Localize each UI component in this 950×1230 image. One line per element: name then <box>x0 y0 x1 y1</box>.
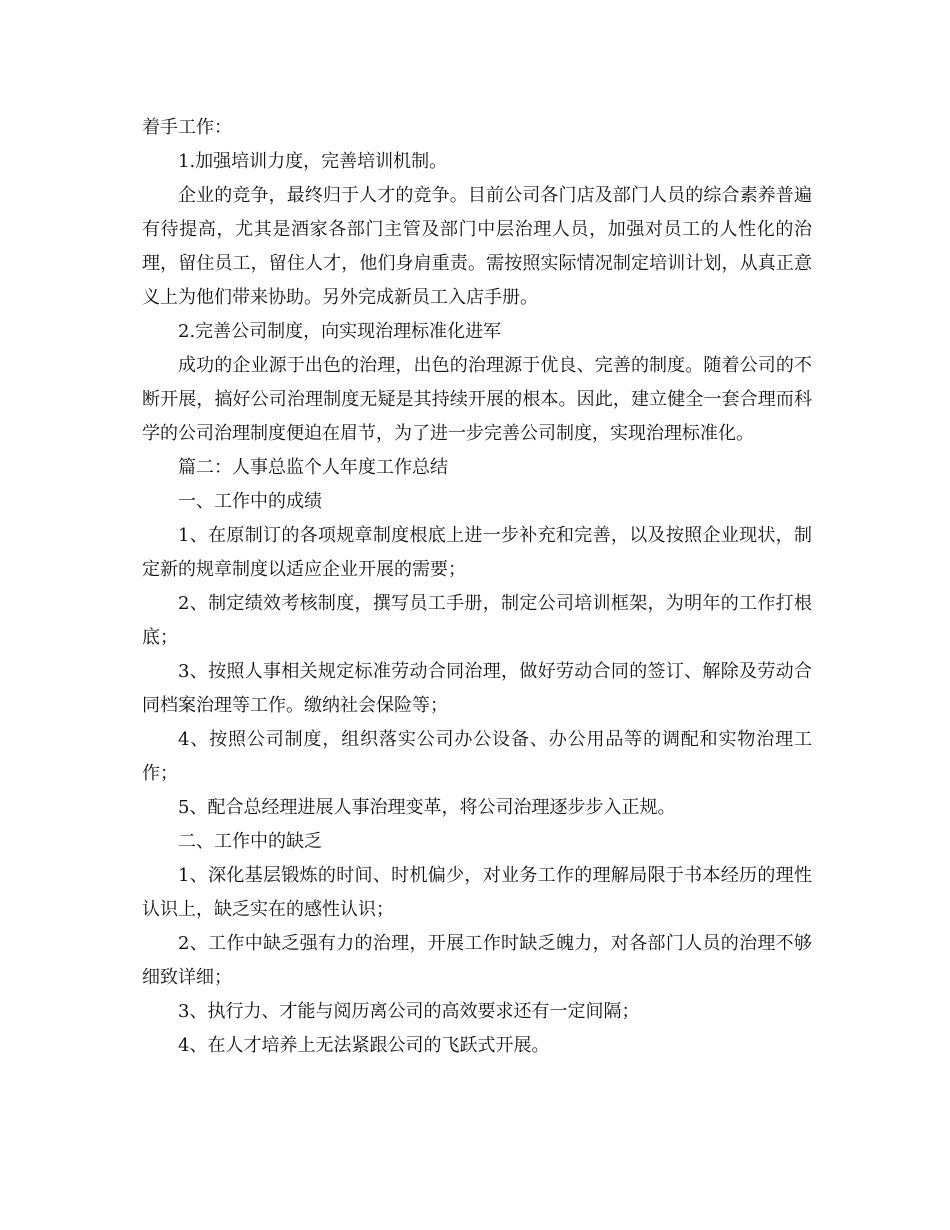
document-body <box>142 111 812 1063</box>
subheading-training: 1.加强培训力度，完善培训机制。 <box>178 151 448 172</box>
list-item: 1、在原制订的各项规章制度根底上进一步补充和完善，以及按照企业现状，制定新的规章制度以适应企业开展的需要； <box>142 525 812 580</box>
heading-shortcomings: 二、工作中的缺乏 <box>178 831 322 852</box>
subheading-system: 2.完善公司制度，向实现治理标准化进军 <box>178 321 502 342</box>
list-item: 3、按照人事相关规定标准劳动合同治理，做好劳动合同的签订、解除及劳动合同档案治理等工作。缴纳社会保险等； <box>142 661 812 716</box>
list-item: 4、在人才培养上无法紧跟公司的飞跃式开展。 <box>178 1035 550 1056</box>
heading-achievements: 一、工作中的成绩 <box>178 491 322 512</box>
list-item: 2、制定绩效考核制度，撰写员工手册，制定公司培训框架，为明年的工作打根底； <box>142 593 812 648</box>
section-title: 篇二：人事总监个人年度工作总结 <box>178 457 448 478</box>
paragraph-continuation: 着手工作： <box>142 117 232 138</box>
paragraph-system: 成功的企业源于出色的治理，出色的治理源于优良、完善的制度。随着公司的不断开展，搞好公司治理制度无疑是其持续开展的根本。因此，建立健全一套合理而科学的公司治理制度便迫在眉节，为了进一步完善公司制度，实现治理标准化。 <box>142 355 812 444</box>
list-item: 2、工作中缺乏强有力的治理，开展工作时缺乏魄力，对各部门人员的治理不够细致详细； <box>142 933 812 988</box>
paragraph-training: 企业的竞争，最终归于人才的竞争。目前公司各门店及部门人员的综合素养普遍有待提高，尤其是酒家各部门主管及部门中层治理人员，加强对员工的人性化的治理，留住员工，留住人才，他们身肩重责。需按照实际情况制定培训计划，从真正意义上为他们带来协助。另外完成新员工入店手册。 <box>142 185 812 308</box>
list-item: 3、执行力、才能与阅历离公司的高效要求还有一定间隔； <box>178 1001 640 1022</box>
list-item: 4、按照公司制度，组织落实公司办公设备、办公用品等的调配和实物治理工作； <box>142 729 812 784</box>
list-item: 5、配合总经理进展人事治理变革，将公司治理逐步步入正规。 <box>178 797 676 818</box>
list-item: 1、深化基层锻炼的时间、时机偏少，对业务工作的理解局限于书本经历的理性认识上，缺乏实在的感性认识； <box>142 865 812 920</box>
